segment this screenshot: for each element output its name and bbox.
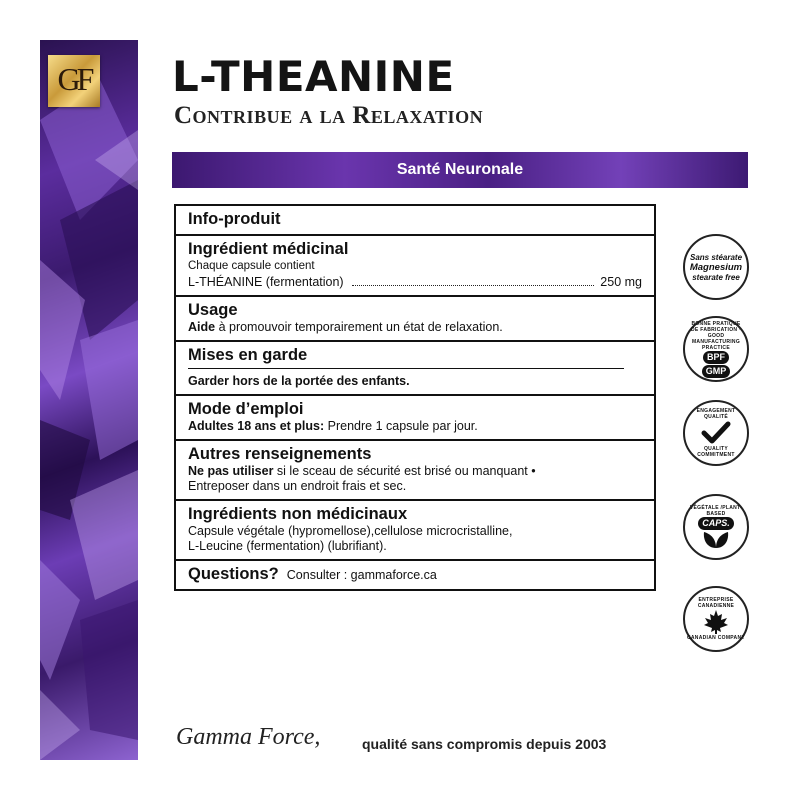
brand-signature: Gamma Force, [176, 724, 321, 750]
badge-magnesium-line2: Magnesium [689, 261, 743, 273]
badge-vegetable-ring: VÉGÉTALE /PLANT-BASED [689, 504, 743, 517]
warnings-title: Mises en garde [188, 346, 308, 364]
badge-vegetable-chip: CAPS. [698, 517, 734, 530]
nonmedicinal-line1: Capsule végétale (hypromellose),cellulose microcristalline, [188, 524, 513, 538]
directions-title: Mode d’emploi [188, 400, 304, 418]
product-title: L-THEANINE [172, 52, 455, 101]
badge-gmp-ring: BONNE PRATIQUE DE FABRICATION · GOOD MANUFACTURING PRACTICE [691, 320, 741, 351]
medicinal-title: Ingrédient médicinal [188, 240, 349, 258]
other-info-section [176, 439, 654, 499]
warnings-body: Garder hors de la portée des enfants. [188, 374, 410, 388]
plant-based-badge [683, 494, 749, 560]
info-heading-section [176, 206, 654, 234]
canadian-company-badge [683, 586, 749, 652]
warnings-section [176, 340, 654, 394]
other-info-line1 [188, 464, 642, 479]
checkmark-icon [701, 420, 731, 446]
warnings-rule [188, 368, 624, 369]
nonmedicinal-section [176, 499, 654, 559]
usage-body: à promouvoir temporairement un état de relaxation. [215, 320, 503, 334]
crystal-facets [40, 40, 138, 760]
nonmedicinal-line2: L-Leucine (fermentation) (lubrifiant). [188, 539, 387, 553]
badge-gmp-chip1: BPF [703, 351, 729, 364]
badge-canadian-bottom: CANADIAN COMPANY [686, 635, 746, 641]
usage-bold: Aide [188, 320, 216, 334]
ingredient-row [188, 274, 642, 290]
gamma-force-logo [48, 55, 100, 107]
product-subtitle: Contribue a la Relaxation [174, 102, 484, 129]
amethyst-image-strip [40, 40, 138, 760]
badge-magnesium-line1: Sans stéarate [689, 252, 743, 262]
category-banner: Santé Neuronale [172, 152, 748, 188]
medicinal-section [176, 234, 654, 295]
directions-body: Prendre 1 capsule par jour. [324, 419, 478, 433]
directions-section [176, 394, 654, 439]
medicinal-note: Chaque capsule contient [188, 260, 315, 272]
other-info-title: Autres renseignements [188, 445, 372, 463]
magnesium-free-badge [683, 234, 749, 300]
nonmedicinal-title: Ingrédients non médicinaux [188, 505, 408, 523]
usage-text [188, 320, 642, 335]
dot-leader [352, 285, 595, 286]
other-info-bold: Ne pas utiliser [188, 464, 274, 478]
questions-text: Consulter : gammaforce.ca [286, 568, 437, 582]
badge-magnesium-line3: stearate free [692, 272, 740, 282]
brand-tagline: qualité sans compromis depuis 2003 [362, 736, 607, 752]
badge-quality-bottom: QUALITY COMMITMENT [697, 446, 735, 458]
usage-section [176, 295, 654, 340]
other-info-text1: si le sceau de sécurité est brisé ou manquant • [273, 464, 536, 478]
badge-canadian-top: ENTREPRISE CANADIENNE [697, 597, 735, 609]
maple-leaf-icon [702, 609, 730, 635]
ingredient-name: L-THÉANINE (fermentation) [188, 275, 344, 289]
directions-text [188, 419, 642, 434]
badge-gmp-chip2: GMP [702, 365, 731, 378]
info-heading: Info-produit [188, 210, 281, 228]
product-info-table [174, 204, 656, 591]
usage-title: Usage [188, 301, 238, 319]
leaf-icon [701, 530, 731, 550]
ingredient-amount: 250 mg [600, 275, 642, 289]
questions-section [176, 559, 654, 589]
other-info-line2: Entreposer dans un endroit frais et sec. [188, 479, 407, 493]
warnings-text [188, 374, 642, 389]
logo-monogram: GF [57, 61, 91, 97]
badge-quality-top: ENGAGEMENT QUALITÉ [696, 408, 736, 420]
quality-commitment-badge [683, 400, 749, 466]
gmp-badge [683, 316, 749, 382]
directions-bold: Adultes 18 ans et plus: [188, 419, 325, 433]
questions-title: Questions? [188, 565, 279, 583]
